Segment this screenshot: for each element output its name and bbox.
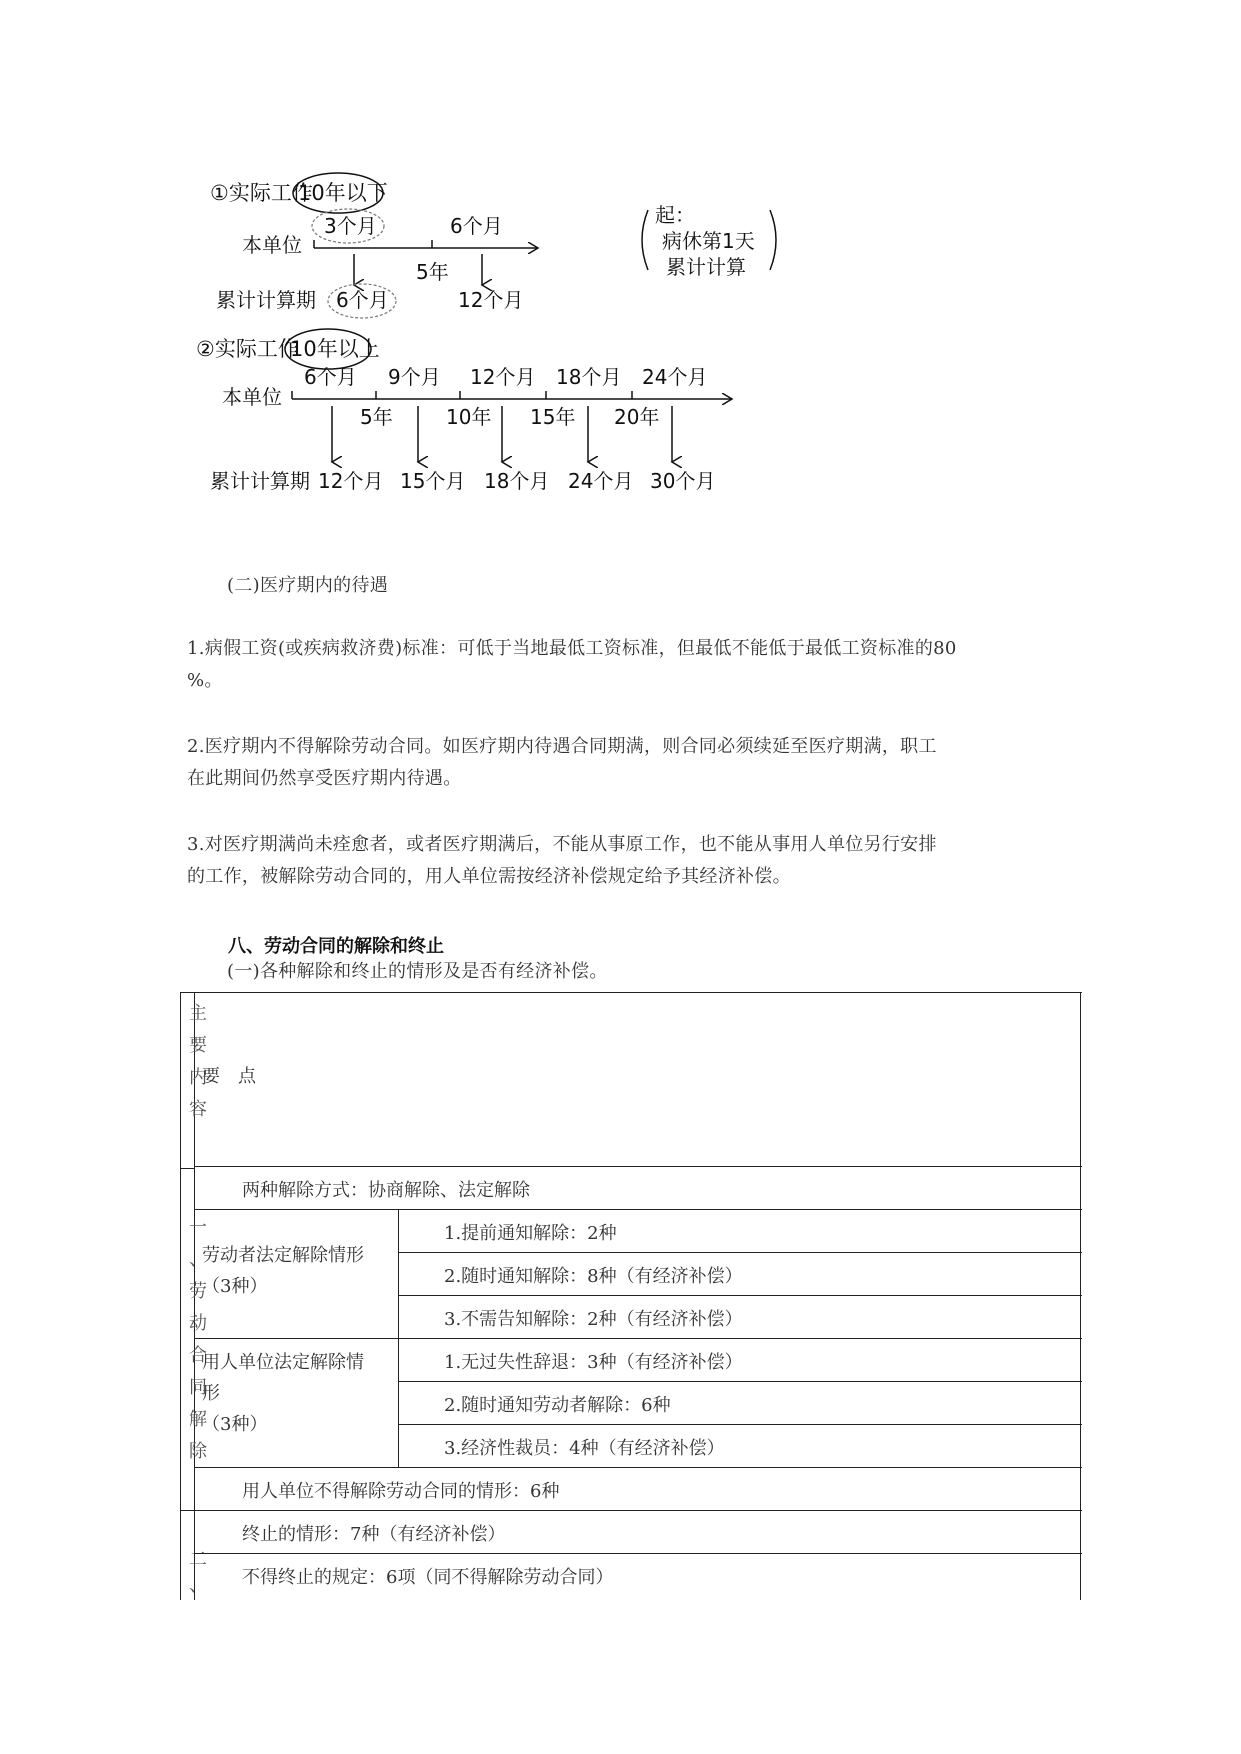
case2-months-5: 24个月 bbox=[642, 365, 708, 389]
case1-year: 5年 bbox=[416, 260, 449, 284]
paragraph-2-line-2: 在此期间仍然享受医疗期内待遇。 bbox=[187, 768, 462, 789]
paragraph-1-line-1: 1.病假工资(或疾病救济费)标准：可低于当地最低工资标准，但最低不能低于最低工资标准的80 bbox=[187, 638, 957, 659]
case2-range: 10年以上 bbox=[290, 337, 380, 361]
case2-cumulative-label: 累计计算期 bbox=[210, 469, 310, 493]
frag-char: 同 bbox=[189, 1377, 207, 1398]
employer-group-line-2: 形 bbox=[202, 1383, 220, 1404]
start-line2: 病休第1天 bbox=[662, 229, 755, 253]
case2-months-1: 6个月 bbox=[304, 365, 357, 389]
frag-char: 要 bbox=[189, 1035, 207, 1056]
frag-char: 内 bbox=[189, 1067, 207, 1088]
frag-char: 一 bbox=[189, 1217, 207, 1238]
worker-item-2: 2.随时通知解除：8种（有经济补偿） bbox=[444, 1266, 743, 1287]
case2-period-1: 12个月 bbox=[318, 469, 384, 493]
section-heading: 八、劳动合同的解除和终止 bbox=[228, 936, 444, 957]
frag-char: 除 bbox=[189, 1441, 207, 1462]
section-subheading: (一)各种解除和终止的情形及是否有经济补偿。 bbox=[227, 961, 608, 982]
table-header: 要 点 bbox=[202, 1066, 256, 1087]
employer-group-line-3: （3种） bbox=[202, 1414, 268, 1435]
case2-period-4: 24个月 bbox=[568, 469, 634, 493]
case2-months-2: 9个月 bbox=[388, 365, 441, 389]
row-two-methods: 两种解除方式：协商解除、法定解除 bbox=[242, 1180, 530, 1201]
frag-char: 容 bbox=[189, 1099, 207, 1120]
worker-group-label bbox=[202, 1240, 364, 1302]
start-line3: 累计计算 bbox=[666, 255, 746, 279]
case2-period-5: 30个月 bbox=[650, 469, 716, 493]
worker-item-3: 3.不需告知解除：2种（有经济补偿） bbox=[444, 1309, 743, 1330]
row-termination: 终止的情形：7种（有经济补偿） bbox=[242, 1524, 506, 1545]
row-line bbox=[180, 1510, 1082, 1511]
worker-item-1: 1.提前通知解除：2种 bbox=[444, 1223, 617, 1244]
frag-char: 动 bbox=[189, 1313, 207, 1334]
case1-period-a: 6个月 bbox=[336, 288, 389, 312]
case2-unit-label: 本单位 bbox=[222, 385, 282, 409]
employer-item-1: 1.无过失性辞退：3种（有经济补偿） bbox=[444, 1352, 743, 1373]
left-col-fragment-top bbox=[189, 1003, 207, 1120]
row-cannot-dissolve: 用人单位不得解除劳动合同的情形：6种 bbox=[242, 1481, 560, 1502]
paragraph-3-line-2: 的工作，被解除劳动合同的，用人单位需按经济补偿规定给予其经济补偿。 bbox=[187, 866, 791, 887]
paragraph-3 bbox=[187, 829, 937, 893]
case2-year-4: 20年 bbox=[614, 405, 660, 429]
case2-months-4: 18个月 bbox=[556, 365, 622, 389]
employer-group-line-1: 用人单位法定解除情 bbox=[202, 1352, 364, 1373]
start-right-bracket bbox=[770, 210, 776, 270]
employer-group-label bbox=[202, 1347, 364, 1440]
row-line bbox=[194, 1166, 1082, 1167]
row-line bbox=[399, 1424, 1082, 1425]
group-col-divider bbox=[398, 1209, 399, 1467]
case2-period-2: 15个月 bbox=[400, 469, 466, 493]
frag-char: 二 bbox=[189, 1549, 207, 1570]
row-line-left bbox=[180, 1168, 194, 1169]
dissolution-table bbox=[180, 992, 1082, 1600]
worker-group-line-1: 劳动者法定解除情形 bbox=[202, 1245, 364, 1266]
row-line bbox=[399, 1381, 1082, 1382]
paragraph-1 bbox=[187, 633, 957, 697]
row-line bbox=[399, 1295, 1082, 1296]
row-line bbox=[194, 1467, 1082, 1468]
sub-heading: (二)医疗期内的待遇 bbox=[227, 575, 389, 596]
left-col-fragment-bot bbox=[189, 1549, 207, 1596]
frag-char: 、 bbox=[189, 1249, 207, 1270]
case1-period-b: 12个月 bbox=[458, 288, 524, 312]
row-line bbox=[194, 1209, 1082, 1210]
frag-char: 合 bbox=[189, 1345, 207, 1366]
case1-months-b: 6个月 bbox=[450, 214, 503, 238]
employer-item-2: 2.随时通知劳动者解除：6种 bbox=[444, 1395, 671, 1416]
frag-char: 劳 bbox=[189, 1281, 207, 1302]
row-line bbox=[194, 1553, 1082, 1554]
start-line1: 起： bbox=[655, 203, 695, 227]
case1-months-a: 3个月 bbox=[324, 214, 377, 238]
paragraph-1-line-2: %。 bbox=[187, 670, 223, 691]
medical-period-timeline-diagram bbox=[196, 170, 880, 560]
row-no-termination: 不得终止的规定：6项（同不得解除劳动合同） bbox=[242, 1567, 614, 1588]
frag-char: 解 bbox=[189, 1409, 207, 1430]
frag-char: 主 bbox=[189, 1003, 207, 1024]
table-left-border bbox=[180, 992, 181, 1600]
start-left-bracket bbox=[642, 210, 648, 270]
frag-char: 、 bbox=[189, 1575, 207, 1596]
worker-group-line-2: （3种） bbox=[202, 1276, 268, 1297]
case2-year-3: 15年 bbox=[530, 405, 576, 429]
case2-period-3: 18个月 bbox=[484, 469, 550, 493]
case2-months-3: 12个月 bbox=[470, 365, 536, 389]
employer-item-3: 3.经济性裁员：4种（有经济补偿） bbox=[444, 1438, 725, 1459]
case2-label: ②实际工作 bbox=[196, 337, 299, 361]
paragraph-2-line-1: 2.医疗期内不得解除劳动合同。如医疗期内待遇合同期满，则合同必须续延至医疗期满，职工 bbox=[187, 736, 937, 757]
paragraph-2 bbox=[187, 731, 937, 795]
case2-year-2: 10年 bbox=[446, 405, 492, 429]
left-col-fragment-mid bbox=[189, 1217, 207, 1462]
paragraph-3-line-1: 3.对医疗期满尚未痊愈者，或者医疗期满后，不能从事原工作，也不能从事用人单位另行安排 bbox=[187, 834, 937, 855]
table-right-border bbox=[1080, 992, 1081, 1600]
case1-unit-label: 本单位 bbox=[242, 233, 302, 257]
case2-year-1: 5年 bbox=[360, 405, 393, 429]
case1-cumulative-label: 累计计算期 bbox=[216, 288, 316, 312]
case1-label: ①实际工作 bbox=[210, 181, 313, 205]
row-line bbox=[194, 1338, 1082, 1339]
table-top-border bbox=[180, 992, 1082, 993]
case1-range: 10年以下 bbox=[298, 181, 388, 205]
row-line bbox=[399, 1252, 1082, 1253]
